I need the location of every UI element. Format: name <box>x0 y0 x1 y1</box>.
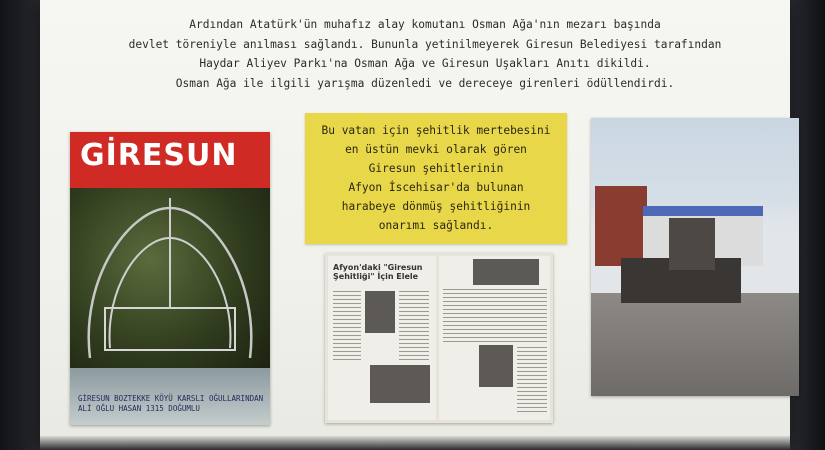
intro-line-1: Ardından Atatürk'ün muhafız alay komutanı Osman Ağa'nın mezarı başında <box>189 18 661 31</box>
metal-letters-sculpture <box>70 188 270 368</box>
newspaper-photo <box>479 345 513 387</box>
cover-caption <box>78 394 268 414</box>
intro-line-2: devlet töreniyle anılması sağlandı. Bununla yetinilmeyerek Giresun Belediyesi tarafından <box>128 37 722 51</box>
highlight-line-5: harabeye dönmüş şehitliğinin <box>341 200 531 213</box>
newspaper-photo <box>370 365 430 403</box>
highlight-line-3: Giresun şehitlerinin <box>368 162 504 175</box>
cover-caption-line-1: GİRESUN BOZTEKKE KÖYÜ KARSLI OĞULLARINDAN <box>78 394 264 403</box>
monument-photo <box>591 118 799 396</box>
highlight-box <box>305 113 567 244</box>
newspaper-text-block <box>399 291 429 361</box>
intro-line-3: Haydar Aliyev Parkı'na Osman Ağa ve Giresun Uşakları Anıtı dikildi. <box>199 57 651 70</box>
photo-plaza <box>591 293 799 396</box>
photo-building <box>595 186 647 266</box>
monument-statue <box>669 218 715 270</box>
newspaper-photo <box>365 291 395 333</box>
cover-photo <box>70 188 270 368</box>
magazine-cover-image <box>70 132 270 425</box>
highlight-line-1: Bu vatan için şehitlik mertebesini <box>321 124 551 137</box>
highlight-line-6: onarımı sağlandı. <box>378 219 494 232</box>
magazine-title: GİRESUN <box>80 138 238 173</box>
highlight-text <box>305 121 567 235</box>
intro-line-4: Osman Ağa ile ilgili yarışma düzenledi ve dereceye girenleri ödüllendirdi. <box>175 76 675 90</box>
photo-building-sign <box>643 206 763 216</box>
newspaper-text-block <box>443 289 547 343</box>
cover-caption-line-2: ALİ OĞLU HASAN 1315 DOĞUMLU <box>78 404 200 413</box>
room-wall-left <box>0 0 44 450</box>
intro-paragraph <box>120 15 730 93</box>
highlight-line-4: Afyon İscehisar'da bulunan <box>348 181 524 194</box>
newspaper-text-block <box>333 291 361 361</box>
newspaper-photo <box>473 259 539 285</box>
newspaper-headline: Afyon'daki "Giresun Şehitliği" İçin Elele <box>333 263 423 281</box>
highlight-line-2: en üstün mevki olarak gören <box>345 143 527 156</box>
screen-bottom-edge <box>40 436 790 450</box>
newspaper-clipping-image <box>325 253 553 423</box>
newspaper-text-block <box>517 347 547 413</box>
